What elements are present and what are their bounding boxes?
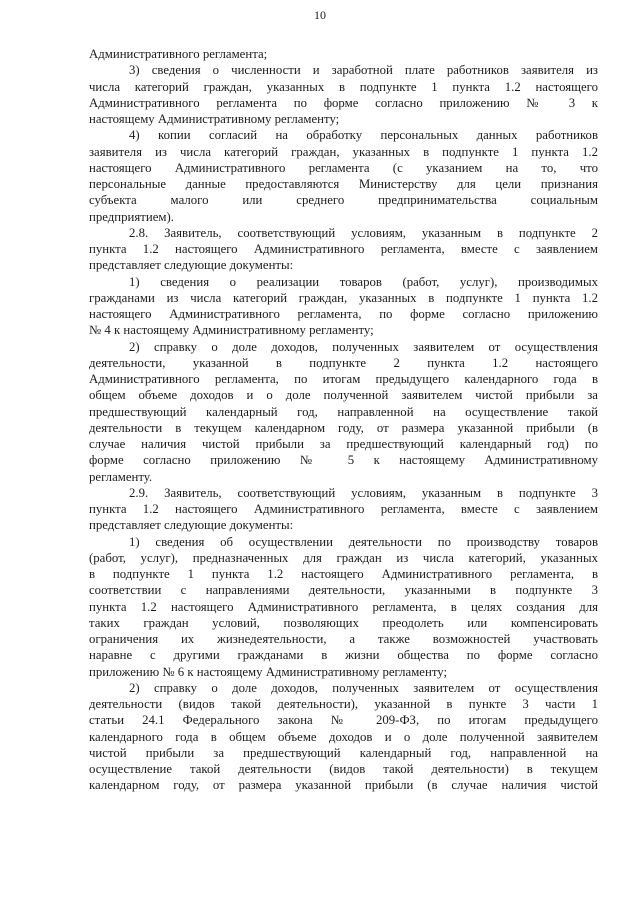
text-line: числа категорий граждан, указанных в подпункте 1 пункта 1.2 настоящего [89,79,598,94]
text-line: № 4 к настоящему Административному регламенту; [89,323,374,338]
text-line: деятельности, указанной в подпункте 2 пункта 1.2 настоящего [89,355,598,370]
text-line: случае наличия чистой прибыли за предшествующий календарный год) по [89,437,598,451]
text-line: календарного года в общем объеме доходов и о доле полученной заявителем [89,729,598,744]
text-line: деятельности в текущем календарном году, от размера указанной прибыли (в [89,420,598,435]
text-line: приложению № 6 к настоящему Административному регламенту; [89,664,448,679]
text-line: чистой прибыли за предшествующий календарный год, направленной на [89,745,598,760]
text-line: гражданами из числа категорий граждан, указанных в подпункте 1 пункта 1.2 [89,290,598,305]
text-line: деятельности (видов такой деятельности), указанной в пункте 3 части 1 [89,697,598,711]
text-line: пункта 1.2 настоящего Административного регламента, в целях создания для [89,599,598,614]
text-line: субъекта малого или среднего предпринимательства социальным [89,193,598,208]
text-line: 1) сведения об осуществлении деятельности по производству товаров [129,534,598,549]
text-line: заявителя из числа категорий граждан, указанных в подпункте 1 пункта 1.2 [89,144,598,159]
text-line: таких граждан условий, позволяющих преодолеть или компенсировать [89,615,598,630]
text-line: 2.9. Заявитель, соответствующий условиям, указанным в подпункте 3 [129,485,598,500]
text-line: в подпункте 1 пункта 1.2 настоящего Административного регламента, в [89,567,598,581]
text-line: 2.8. Заявитель, соответствующий условиям, указанным в подпункте 2 [129,225,598,240]
text-line: Административного регламента по форме согласно приложению № 3 к [89,95,598,110]
text-line: пункта 1.2 настоящего Административного регламента, вместе с заявлением [89,242,598,256]
text-line: форме согласно приложению № 5 к настоящему Административному [89,453,598,468]
text-line: персональные данные предоставляются Министерству для цели признания [89,177,598,191]
text-line: 2) справку о доле доходов, полученных заявителем от осуществления [129,680,598,695]
text-line: 2) справку о доле доходов, полученных заявителем от осуществления [129,339,598,354]
text-line: Административного регламента, по итогам предыдущего календарного года в [89,372,598,386]
page-number: 10 [314,8,326,22]
text-line: представляет следующие документы: [89,518,294,533]
text-line: ограничения их жизнедеятельности, а также возможностей участвовать [89,632,598,646]
document-body [89,46,598,794]
text-line: Административного регламента; [89,47,268,61]
text-line: статьи 24.1 Федерального закона № 209-ФЗ, по итогам предыдущего [89,713,598,728]
text-line: настоящего Административного регламента, по форме согласно приложению [89,307,598,321]
text-line: регламенту. [89,469,153,484]
text-line: представляет следующие документы: [89,258,294,273]
text-line: пункта 1.2 настоящего Административного регламента, вместе с заявлением [89,502,598,516]
text-line: предприятием). [89,209,174,224]
text-line: календарном году, от размера указанной прибыли (в случае наличия чистой [89,778,598,793]
text-line: предшествующий календарный год, направленной на осуществление такой [89,404,598,419]
text-line: соответствии с направлениями деятельности, указанными в подпункте 3 [89,583,598,598]
text-line: 1) сведения о реализации товаров (работ, услуг), производимых [129,274,598,289]
text-line: общем объеме доходов и о доле полученной заявителем чистой прибыли за [89,388,598,403]
text-line: (работ, услуг), предназначенных для граждан из числа категорий, указанных [89,550,598,565]
text-line: 4) копии согласий на обработку персональных данных работников [129,128,598,143]
text-line: осуществление такой деятельности (видов такой деятельности) в текущем [89,762,598,776]
text-line: наравне с другими гражданами в жизни общества по форме согласно [89,648,598,663]
text-line: 3) сведения о численности и заработной плате работников заявителя из [129,63,598,78]
text-line: настоящему Административному регламенту; [89,112,340,126]
text-line: настоящего Административного регламента (с указанием на то, что [89,160,598,175]
